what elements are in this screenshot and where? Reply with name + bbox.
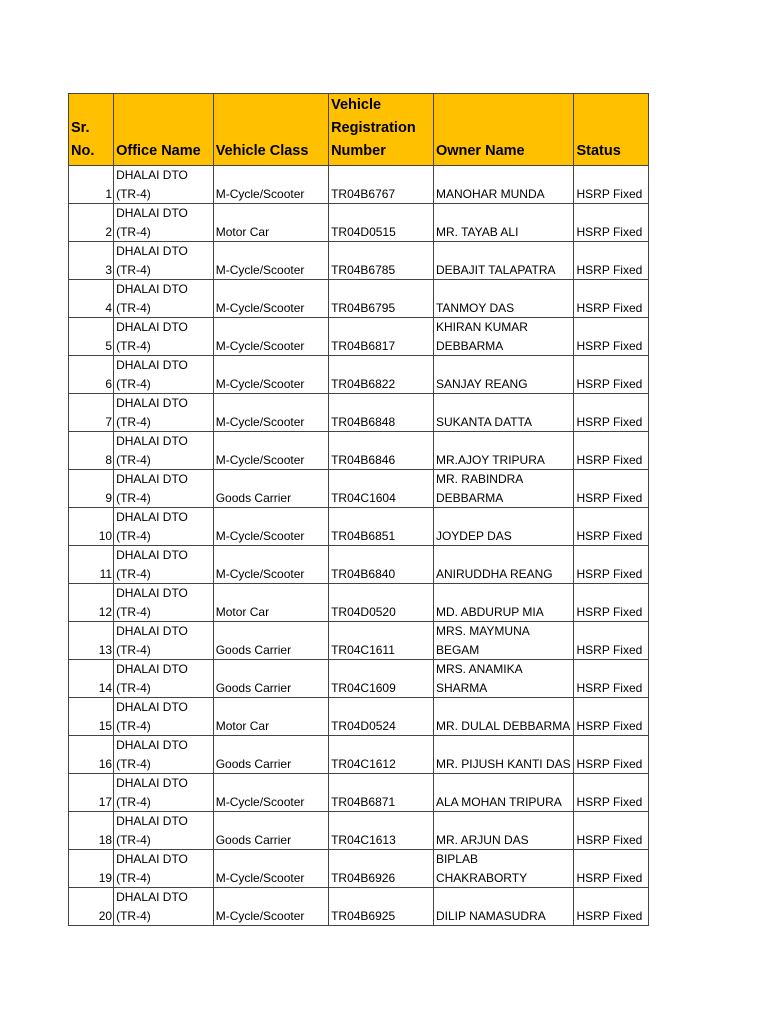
table-row — [69, 736, 649, 774]
status-cell: HSRP Fixed — [574, 508, 649, 546]
table-row — [69, 584, 649, 622]
vehicle-class-cell: M-Cycle/Scooter — [213, 318, 328, 356]
registration-number-cell: TR04B6767 — [329, 166, 434, 204]
owner-name-cell: MR. PIJUSH KANTI DAS — [433, 736, 574, 774]
sr-no-cell: 20 — [69, 888, 114, 926]
vehicle-class-cell: M-Cycle/Scooter — [213, 242, 328, 280]
sr-no-cell: 6 — [69, 356, 114, 394]
table-row — [69, 812, 649, 850]
vehicle-class-cell: M-Cycle/Scooter — [213, 888, 328, 926]
table-row — [69, 508, 649, 546]
sr-no-cell: 13 — [69, 622, 114, 660]
table-row — [69, 888, 649, 926]
registration-number-cell: TR04B6848 — [329, 394, 434, 432]
office-name-cell: DHALAI DTO (TR-4) — [114, 850, 214, 888]
status-cell: HSRP Fixed — [574, 470, 649, 508]
registration-number-cell: TR04B6822 — [329, 356, 434, 394]
sr-no-cell: 3 — [69, 242, 114, 280]
office-name-cell: DHALAI DTO (TR-4) — [114, 394, 214, 432]
owner-name-cell: ALA MOHAN TRIPURA — [433, 774, 574, 812]
status-cell: HSRP Fixed — [574, 204, 649, 242]
table-header — [69, 94, 649, 166]
header-row — [69, 94, 649, 166]
vehicle-class-cell: Goods Carrier — [213, 812, 328, 850]
owner-name-cell: MR.AJOY TRIPURA — [433, 432, 574, 470]
vehicle-class-cell: Motor Car — [213, 204, 328, 242]
owner-name-cell: MRS. MAYMUNA BEGAM — [433, 622, 574, 660]
table-row — [69, 660, 649, 698]
office-name-cell: DHALAI DTO (TR-4) — [114, 280, 214, 318]
owner-name-cell: MR. DULAL DEBBARMA — [433, 698, 574, 736]
registration-number-cell: TR04B6817 — [329, 318, 434, 356]
registration-number-cell: TR04C1612 — [329, 736, 434, 774]
sr-no-cell: 19 — [69, 850, 114, 888]
status-cell: HSRP Fixed — [574, 622, 649, 660]
vehicle-class-cell: Motor Car — [213, 584, 328, 622]
office-name-cell: DHALAI DTO (TR-4) — [114, 888, 214, 926]
vehicle-class-cell: M-Cycle/Scooter — [213, 850, 328, 888]
registration-number-cell: TR04C1609 — [329, 660, 434, 698]
registration-number-cell: TR04B6871 — [329, 774, 434, 812]
office-name-cell: DHALAI DTO (TR-4) — [114, 242, 214, 280]
office-name-cell: DHALAI DTO (TR-4) — [114, 508, 214, 546]
registration-number-cell: TR04D0520 — [329, 584, 434, 622]
status-cell: HSRP Fixed — [574, 356, 649, 394]
header-status: Status — [574, 94, 649, 166]
sr-no-cell: 14 — [69, 660, 114, 698]
office-name-cell: DHALAI DTO (TR-4) — [114, 356, 214, 394]
vehicle-class-cell: M-Cycle/Scooter — [213, 280, 328, 318]
sr-no-cell: 18 — [69, 812, 114, 850]
owner-name-cell: TANMOY DAS — [433, 280, 574, 318]
registration-number-cell: TR04C1611 — [329, 622, 434, 660]
vehicle-class-cell: M-Cycle/Scooter — [213, 432, 328, 470]
table-row — [69, 546, 649, 584]
vehicle-class-cell: M-Cycle/Scooter — [213, 394, 328, 432]
sr-no-cell: 8 — [69, 432, 114, 470]
registration-number-cell: TR04C1604 — [329, 470, 434, 508]
status-cell: HSRP Fixed — [574, 812, 649, 850]
table-row — [69, 318, 649, 356]
owner-name-cell: MRS. ANAMIKA SHARMA — [433, 660, 574, 698]
hsrp-status-table — [68, 93, 649, 926]
office-name-cell: DHALAI DTO (TR-4) — [114, 166, 214, 204]
table-row — [69, 698, 649, 736]
owner-name-cell: SUKANTA DATTA — [433, 394, 574, 432]
vehicle-class-cell: Goods Carrier — [213, 470, 328, 508]
sr-no-cell: 15 — [69, 698, 114, 736]
status-cell: HSRP Fixed — [574, 850, 649, 888]
sr-no-cell: 11 — [69, 546, 114, 584]
office-name-cell: DHALAI DTO (TR-4) — [114, 204, 214, 242]
sr-no-cell: 10 — [69, 508, 114, 546]
office-name-cell: DHALAI DTO (TR-4) — [114, 584, 214, 622]
status-cell: HSRP Fixed — [574, 888, 649, 926]
owner-name-cell: JOYDEP DAS — [433, 508, 574, 546]
vehicle-class-cell: Goods Carrier — [213, 660, 328, 698]
status-cell: HSRP Fixed — [574, 660, 649, 698]
status-cell: HSRP Fixed — [574, 280, 649, 318]
owner-name-cell: DEBAJIT TALAPATRA — [433, 242, 574, 280]
registration-number-cell: TR04B6785 — [329, 242, 434, 280]
registration-number-cell: TR04B6840 — [329, 546, 434, 584]
table-body — [69, 166, 649, 926]
header-vehicle-class: Vehicle Class — [213, 94, 328, 166]
status-cell: HSRP Fixed — [574, 736, 649, 774]
status-cell: HSRP Fixed — [574, 698, 649, 736]
table-row — [69, 432, 649, 470]
table-row — [69, 166, 649, 204]
registration-number-cell: TR04B6925 — [329, 888, 434, 926]
table-row — [69, 850, 649, 888]
sr-no-cell: 7 — [69, 394, 114, 432]
sr-no-cell: 2 — [69, 204, 114, 242]
sr-no-cell: 9 — [69, 470, 114, 508]
vehicle-class-cell: Motor Car — [213, 698, 328, 736]
registration-number-cell: TR04C1613 — [329, 812, 434, 850]
table-row — [69, 470, 649, 508]
vehicle-class-cell: M-Cycle/Scooter — [213, 546, 328, 584]
owner-name-cell: ANIRUDDHA REANG — [433, 546, 574, 584]
office-name-cell: DHALAI DTO (TR-4) — [114, 660, 214, 698]
status-cell: HSRP Fixed — [574, 166, 649, 204]
office-name-cell: DHALAI DTO (TR-4) — [114, 698, 214, 736]
vehicle-class-cell: M-Cycle/Scooter — [213, 774, 328, 812]
office-name-cell: DHALAI DTO (TR-4) — [114, 812, 214, 850]
registration-number-cell: TR04B6851 — [329, 508, 434, 546]
office-name-cell: DHALAI DTO (TR-4) — [114, 546, 214, 584]
office-name-cell: DHALAI DTO (TR-4) — [114, 736, 214, 774]
header-owner-name: Owner Name — [433, 94, 574, 166]
owner-name-cell: MR. TAYAB ALI — [433, 204, 574, 242]
status-cell: HSRP Fixed — [574, 242, 649, 280]
sr-no-cell: 1 — [69, 166, 114, 204]
status-cell: HSRP Fixed — [574, 774, 649, 812]
sr-no-cell: 4 — [69, 280, 114, 318]
sr-no-cell: 12 — [69, 584, 114, 622]
table-row — [69, 280, 649, 318]
vehicle-class-cell: M-Cycle/Scooter — [213, 508, 328, 546]
table-row — [69, 622, 649, 660]
owner-name-cell: BIPLAB CHAKRABORTY — [433, 850, 574, 888]
header-sr-no: Sr. No. — [69, 94, 114, 166]
office-name-cell: DHALAI DTO (TR-4) — [114, 432, 214, 470]
vehicle-class-cell: M-Cycle/Scooter — [213, 166, 328, 204]
table-row — [69, 356, 649, 394]
sr-no-cell: 17 — [69, 774, 114, 812]
status-cell: HSRP Fixed — [574, 318, 649, 356]
table-row — [69, 394, 649, 432]
owner-name-cell: MANOHAR MUNDA — [433, 166, 574, 204]
owner-name-cell: MD. ABDURUP MIA — [433, 584, 574, 622]
vehicle-class-cell: Goods Carrier — [213, 622, 328, 660]
office-name-cell: DHALAI DTO (TR-4) — [114, 318, 214, 356]
registration-number-cell: TR04D0524 — [329, 698, 434, 736]
office-name-cell: DHALAI DTO (TR-4) — [114, 470, 214, 508]
owner-name-cell: KHIRAN KUMAR DEBBARMA — [433, 318, 574, 356]
office-name-cell: DHALAI DTO (TR-4) — [114, 774, 214, 812]
header-registration-number: Vehicle Registration Number — [329, 94, 434, 166]
sr-no-cell: 16 — [69, 736, 114, 774]
sr-no-cell: 5 — [69, 318, 114, 356]
registration-number-cell: TR04B6926 — [329, 850, 434, 888]
header-office-name: Office Name — [114, 94, 214, 166]
status-cell: HSRP Fixed — [574, 584, 649, 622]
owner-name-cell: MR. RABINDRA DEBBARMA — [433, 470, 574, 508]
office-name-cell: DHALAI DTO (TR-4) — [114, 622, 214, 660]
owner-name-cell: SANJAY REANG — [433, 356, 574, 394]
table-row — [69, 774, 649, 812]
table-row — [69, 242, 649, 280]
status-cell: HSRP Fixed — [574, 394, 649, 432]
owner-name-cell: MR. ARJUN DAS — [433, 812, 574, 850]
registration-number-cell: TR04D0515 — [329, 204, 434, 242]
vehicle-class-cell: Goods Carrier — [213, 736, 328, 774]
status-cell: HSRP Fixed — [574, 432, 649, 470]
registration-number-cell: TR04B6846 — [329, 432, 434, 470]
table-row — [69, 204, 649, 242]
owner-name-cell: DILIP NAMASUDRA — [433, 888, 574, 926]
registration-number-cell: TR04B6795 — [329, 280, 434, 318]
vehicle-class-cell: M-Cycle/Scooter — [213, 356, 328, 394]
status-cell: HSRP Fixed — [574, 546, 649, 584]
